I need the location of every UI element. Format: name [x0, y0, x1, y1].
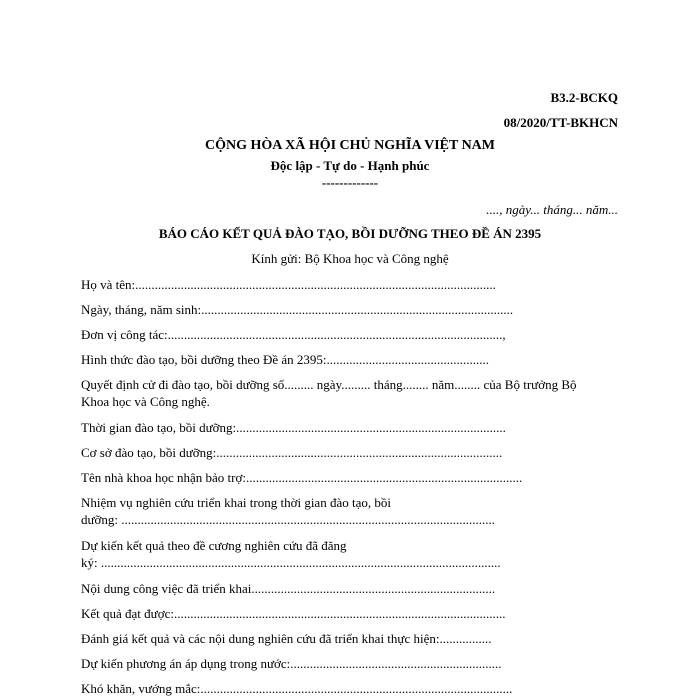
- field-evaluation-text: Đánh giá kết quả và các nội dung nghiên cứu đã triển khai thực hiện:................: [81, 631, 492, 646]
- field-work-done-text: Nội dung công việc đã triển khai...........................................................................: [81, 581, 496, 596]
- field-difficulties-text: Khó khăn, vướng mắc:................................................................................................: [81, 681, 513, 696]
- field-expected-results[interactable]: [81, 537, 501, 571]
- field-evaluation[interactable]: [81, 630, 491, 647]
- field-sponsor-scientist[interactable]: [81, 469, 522, 486]
- field-domestic-application-text: Dự kiến phương án áp dụng trong nước:.................................................................: [81, 656, 502, 671]
- field-workplace-text: Đơn vị công tác:.......................................................................................................,: [81, 327, 506, 342]
- field-sponsor-scientist-text: Tên nhà khoa học nhận bảo trợ:.....................................................................................: [81, 470, 523, 485]
- field-training-form[interactable]: [81, 351, 489, 368]
- date-line: ...., ngày... tháng... năm...: [486, 202, 618, 217]
- report-recipient: Kính gửi: Bộ Khoa học và Công nghệ: [251, 251, 449, 266]
- national-title: CỘNG HÒA XÃ HỘI CHỦ NGHĨA VIỆT NAM: [204, 138, 495, 153]
- report-title: BÁO CÁO KẾT QUẢ ĐÀO TẠO, BỒI DƯỠNG THEO ĐỀ ÁN 2395: [158, 226, 542, 241]
- field-domestic-application[interactable]: [81, 655, 502, 672]
- field-full-name-text: Họ và tên:...............................................................................................................: [81, 277, 496, 292]
- field-difficulties[interactable]: [81, 680, 512, 697]
- circular-number: 08/2020/TT-BKHCN: [503, 115, 618, 130]
- field-date-of-birth-text: Ngày, tháng, năm sinh:................................................................................................: [81, 302, 514, 317]
- field-results-achieved-text: Kết quả đạt được:......................................................................................................: [81, 606, 506, 621]
- field-decision[interactable]: [81, 376, 577, 410]
- field-date-of-birth[interactable]: [81, 301, 513, 318]
- field-training-period[interactable]: [81, 419, 506, 436]
- field-decision-text: Quyết định cử đi đào tạo, bồi dưỡng số......... ngày......... tháng........ năm........ của Bộ trưởng Bộ: [81, 377, 577, 392]
- form-code: B3.2-BCKQ: [550, 90, 618, 105]
- field-full-name[interactable]: [81, 276, 496, 293]
- field-decision-text-cont: Khoa học và Công nghệ.: [81, 394, 210, 409]
- field-work-done[interactable]: [81, 580, 495, 597]
- field-training-form-text: Hình thức đào tạo, bồi dưỡng theo Đề án 2395:..................................................: [81, 352, 490, 367]
- field-training-institution-text: Cơ sở đào tạo, bồi dưỡng:........................................................................................: [81, 445, 503, 460]
- national-motto: Độc lập - Tự do - Hạnh phúc: [270, 158, 430, 173]
- field-training-institution[interactable]: [81, 444, 502, 461]
- field-research-task-text-cont: dưỡng: ...................................................................................................................: [81, 512, 496, 527]
- motto-separator: -------------: [321, 175, 379, 190]
- field-training-period-text: Thời gian đào tạo, bồi dưỡng:...................................................................................: [81, 420, 506, 435]
- field-expected-results-text: Dự kiến kết quả theo đề cương nghiên cứu đã đăng: [81, 538, 347, 553]
- field-research-task[interactable]: [81, 494, 495, 528]
- field-results-achieved[interactable]: [81, 605, 505, 622]
- field-workplace[interactable]: [81, 326, 506, 343]
- field-research-task-text: Nhiệm vụ nghiên cứu triển khai trong thời gian đào tạo, bồi: [81, 495, 391, 510]
- field-expected-results-text-cont: ký: ...........................................................................................................................: [81, 555, 501, 570]
